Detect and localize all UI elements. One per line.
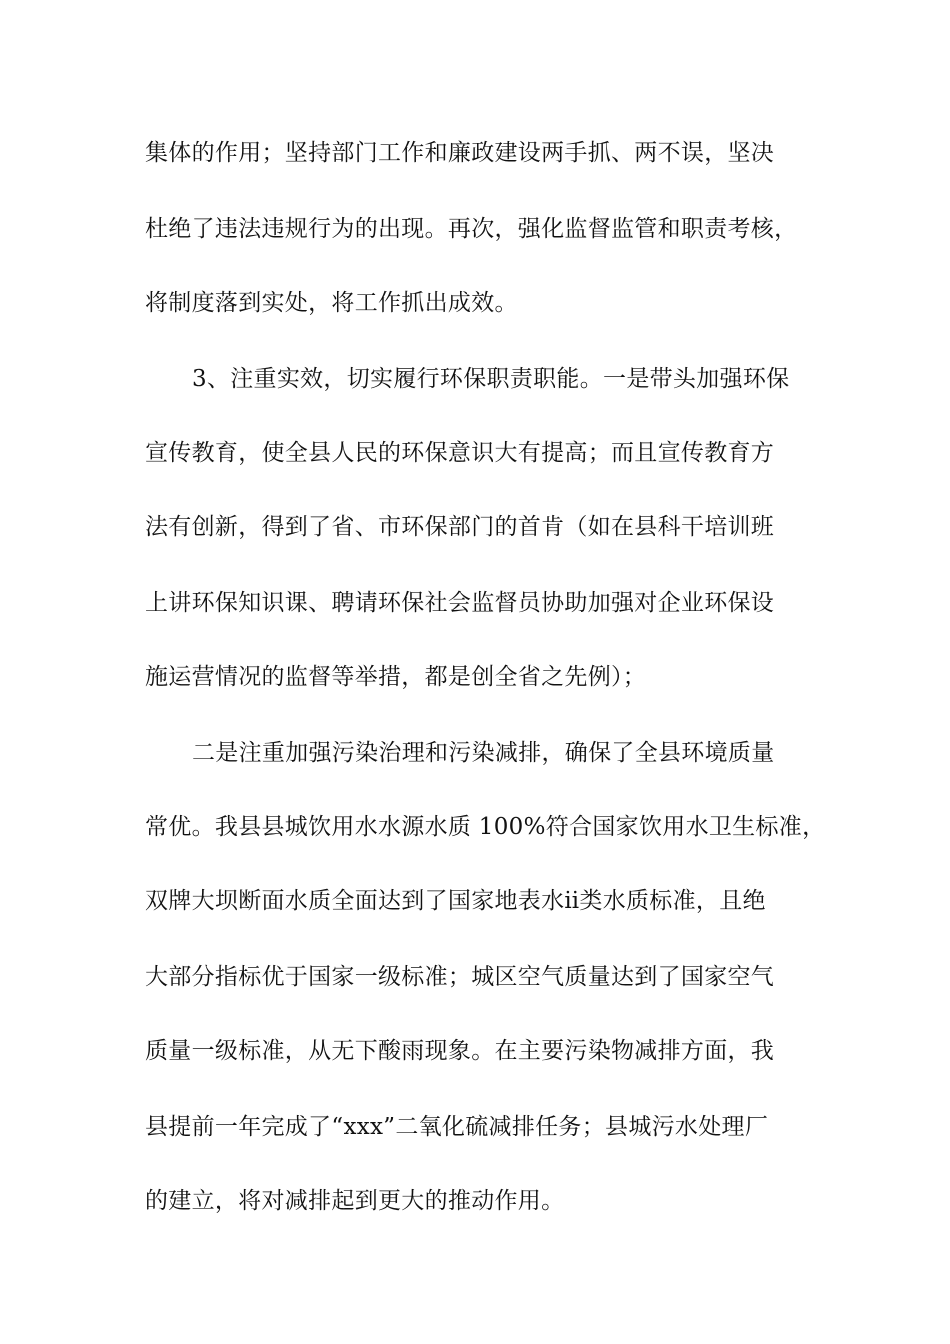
text-line: 县提前一年完成了“xxx”二氧化硫减排任务；县城污水处理厂 — [145, 1114, 769, 1140]
text-line: 法有创新，得到了省、市环保部门的首肯（如在县科干培训班 — [145, 514, 775, 540]
text-line: 上讲环保知识课、聘请环保社会监督员协助加强对企业环保设 — [145, 590, 775, 616]
text-line: 大部分指标优于国家一级标准；城区空气质量达到了国家空气 — [145, 964, 775, 990]
text-line: 施运营情况的监督等举措，都是创全省之先例）； — [145, 664, 647, 690]
text-line: 集体的作用；坚持部门工作和廉政建设两手抓、两不误，坚决 — [145, 140, 775, 166]
text-line: 质量一级标准，从无下酸雨现象。在主要污染物减排方面，我 — [145, 1038, 775, 1064]
paragraph-start-line: 二是注重加强污染治理和污染减排，确保了全县环境质量 — [192, 740, 775, 766]
text-line: 将制度落到实处，将工作抓出成效。 — [145, 290, 518, 316]
text-line: 的建立，将对减排起到更大的推动作用。 — [145, 1188, 565, 1214]
text-line: 宣传教育，使全县人民的环保意识大有提高；而且宣传教育方 — [145, 440, 775, 466]
paragraph-start-line: 3、注重实效，切实履行环保职责职能。一是带头加强环保 — [192, 366, 790, 392]
text-line: 常优。我县县城饮用水水源水质 100%符合国家饮用水卫生标准， — [145, 814, 826, 840]
text-line: 杜绝了违法违规行为的出现。再次，强化监督监管和职责考核， — [145, 216, 798, 242]
text-line: 双牌大坝断面水质全面达到了国家地表水ⅱ类水质标准，且绝 — [145, 888, 766, 914]
